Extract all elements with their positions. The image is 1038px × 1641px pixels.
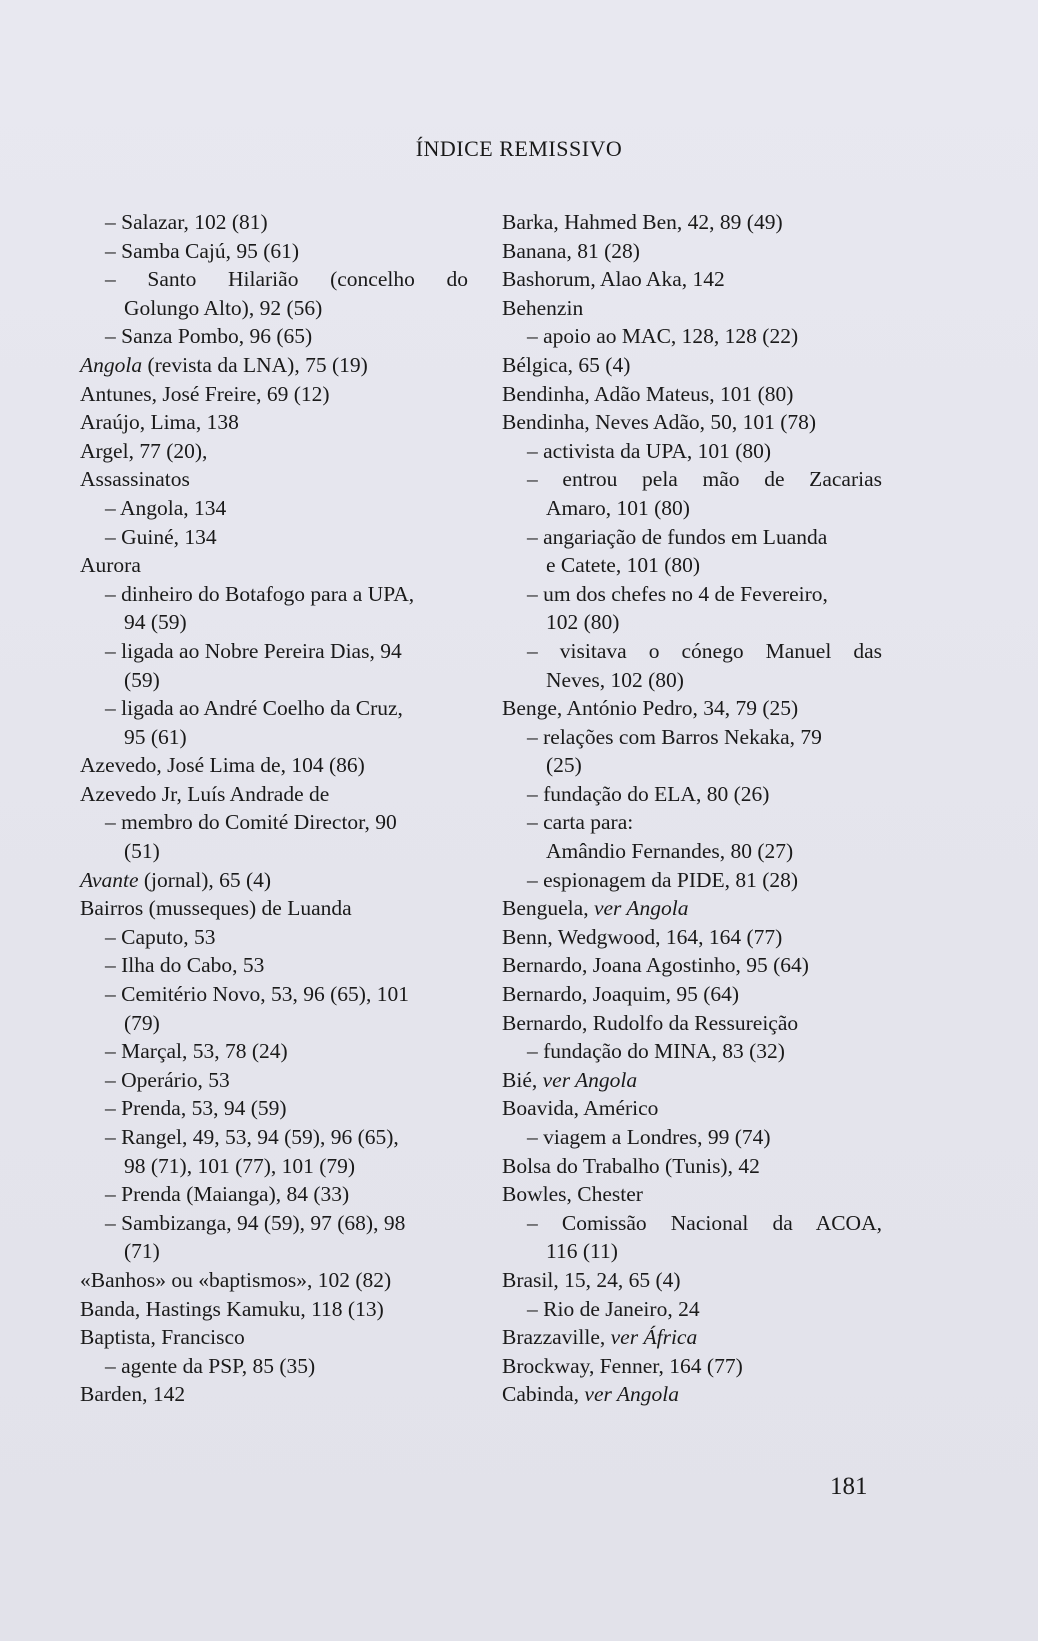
index-entry-italic: Avante — [80, 867, 139, 892]
index-subentry — [80, 322, 468, 351]
index-subentry — [502, 808, 882, 837]
index-entry — [502, 351, 882, 380]
index-subentry — [502, 1209, 882, 1238]
index-subentry — [80, 1209, 468, 1238]
index-entry — [502, 237, 882, 266]
index-subentry — [80, 1152, 468, 1181]
index-subentry — [80, 294, 468, 323]
index-entry — [80, 1266, 468, 1295]
index-entry — [502, 1380, 882, 1409]
index-entry-text: Brockway, Fenner, 164 (77) — [502, 1353, 743, 1378]
index-entry-text: – dinheiro do Botafogo para a UPA, — [105, 581, 415, 606]
index-entry-text: Boavida, Américo — [502, 1096, 659, 1121]
index-entry-cross-reference: ver Angola — [593, 896, 689, 921]
index-entry — [502, 294, 882, 323]
index-entry-text: – Ilha do Cabo, 53 — [105, 953, 265, 978]
index-entry — [502, 380, 882, 409]
index-entry — [80, 437, 468, 466]
index-subentry — [502, 723, 882, 752]
index-entry-text: e Catete, 101 (80) — [546, 553, 701, 578]
index-subentry — [80, 265, 468, 294]
index-entry-text: Barden, 142 — [80, 1382, 186, 1407]
index-entry-text: (revista da LNA), 75 (19) — [142, 352, 368, 377]
index-column-right — [502, 208, 882, 1409]
index-entry-text: 94 (59) — [124, 610, 187, 635]
index-subentry — [502, 1037, 882, 1066]
index-entry-text: – apoio ao MAC, 128, 128 (22) — [527, 324, 799, 349]
index-entry-text: – Salazar, 102 (81) — [105, 210, 268, 234]
index-entry-text: – membro do Comité Director, 90 — [105, 810, 397, 835]
index-entry-text: Azevedo Jr, Luís Andrade de — [80, 781, 330, 806]
index-entry-text: Brasil, 15, 24, 65 (4) — [502, 1267, 681, 1292]
index-entry-text: Bernardo, Rudolfo da Ressureição — [502, 1010, 799, 1035]
index-entry-text: Bendinha, Neves Adão, 50, 101 (78) — [502, 410, 817, 435]
index-entry-text: Amaro, 101 (80) — [546, 495, 690, 520]
index-entry-text: – Samba Cajú, 95 (61) — [105, 238, 300, 263]
index-entry-text: «Banhos» ou «baptismos», 102 (82) — [80, 1267, 392, 1292]
index-entry-cross-reference: ver Angola — [542, 1067, 638, 1092]
index-subentry — [502, 780, 882, 809]
index-entry-text: Behenzin — [502, 295, 584, 320]
index-entry — [502, 265, 882, 294]
index-entry-text: – Prenda (Maianga), 84 (33) — [105, 1182, 350, 1207]
index-entry-text: – Sanza Pombo, 96 (65) — [105, 324, 313, 349]
index-entry-text: Bernardo, Joaquim, 95 (64) — [502, 982, 740, 1007]
index-entry — [502, 980, 882, 1009]
index-entry-text: – carta para: — [527, 810, 634, 835]
index-entry-text: Bashorum, Alao Aka, 142 — [502, 267, 725, 292]
index-entry-text: Bendinha, Adão Mateus, 101 (80) — [502, 381, 794, 406]
index-entry — [502, 1152, 882, 1181]
index-entry-text: – Caputo, 53 — [105, 924, 216, 949]
index-entry-text: – Guiné, 134 — [105, 524, 217, 549]
index-subentry — [80, 980, 468, 1009]
index-subentry — [80, 1037, 468, 1066]
index-entry — [502, 1094, 882, 1123]
index-subentry — [80, 523, 468, 552]
index-subentry — [502, 608, 882, 637]
index-subentry — [80, 694, 468, 723]
index-entry-text: Banana, 81 (28) — [502, 238, 640, 263]
index-entry — [502, 1180, 882, 1209]
index-subentry — [502, 322, 882, 351]
index-entry — [502, 1066, 882, 1095]
index-subentry — [502, 580, 882, 609]
index-entry-text: Banda, Hastings Kamuku, 118 (13) — [80, 1296, 384, 1321]
index-subentry — [80, 1066, 468, 1095]
index-entry — [80, 894, 468, 923]
index-entry — [502, 208, 882, 237]
index-subentry — [80, 237, 468, 266]
index-entry-cross-reference: ver África — [610, 1325, 698, 1350]
index-entry-text: Assassinatos — [80, 467, 190, 492]
index-entry-italic: Angola — [80, 352, 143, 377]
index-entry-text: – Sambizanga, 94 (59), 97 (68), 98 — [105, 1210, 406, 1235]
index-entry-text: – Comissão Nacional da ACOA, — [527, 1210, 882, 1235]
index-entry-text: (jornal), 65 (4) — [138, 867, 272, 892]
index-entry — [502, 1352, 882, 1381]
index-subentry — [502, 866, 882, 895]
index-entry — [80, 1323, 468, 1352]
index-subentry — [502, 1123, 882, 1152]
index-entry-text: Benge, António Pedro, 34, 79 (25) — [502, 696, 799, 721]
index-entry — [80, 751, 468, 780]
page-title: ÍNDICE REMISSIVO — [415, 136, 623, 161]
index-entry — [502, 923, 882, 952]
index-entry-text: – Prenda, 53, 94 (59) — [105, 1096, 287, 1121]
index-entry-text: Antunes, José Freire, 69 (12) — [80, 381, 330, 406]
index-subentry — [502, 837, 882, 866]
index-subentry — [80, 1237, 468, 1266]
index-entry-text: – Rangel, 49, 53, 94 (59), 96 (65), — [105, 1125, 399, 1149]
index-entry-text: Golungo Alto), 92 (56) — [124, 295, 323, 320]
index-subentry — [80, 1009, 468, 1038]
index-subentry — [502, 637, 882, 666]
index-subentry — [502, 751, 882, 780]
index-entry — [502, 1323, 882, 1352]
index-subentry — [80, 608, 468, 637]
index-entry-text: – espionagem da PIDE, 81 (28) — [527, 867, 799, 892]
index-entry-text: Neves, 102 (80) — [546, 667, 684, 692]
index-entry-text: – Cemitério Novo, 53, 96 (65), 101 — [105, 982, 409, 1007]
index-entry-text: – Santo Hilarião (concelho do — [105, 267, 468, 292]
index-subentry — [502, 551, 882, 580]
index-subentry — [80, 1123, 468, 1152]
index-entry-text: (51) — [124, 839, 160, 864]
index-subentry — [80, 808, 468, 837]
index-subentry — [80, 837, 468, 866]
index-entry-text: 98 (71), 101 (77), 101 (79) — [124, 1153, 356, 1178]
index-entry — [80, 351, 468, 380]
index-entry-text: Aurora — [80, 553, 141, 578]
index-entry-text: 95 (61) — [124, 724, 187, 749]
index-entry-text: – fundação do ELA, 80 (26) — [527, 781, 770, 806]
index-entry-text: – activista da UPA, 101 (80) — [527, 438, 772, 463]
index-entry-text: Azevedo, José Lima de, 104 (86) — [80, 753, 365, 778]
index-subentry — [502, 666, 882, 695]
index-entry-text: Brazzaville, — [502, 1325, 611, 1350]
index-subentry — [80, 723, 468, 752]
index-subentry — [80, 923, 468, 952]
index-entry — [502, 894, 882, 923]
index-entry-cross-reference: ver Angola — [584, 1382, 679, 1407]
index-entry-text: – ligada ao André Coelho da Cruz, — [105, 696, 403, 721]
index-entry-text: Amândio Fernandes, 80 (27) — [546, 839, 794, 864]
index-entry-text: – entrou pela mão de Zacarias — [527, 467, 882, 492]
index-subentry — [502, 494, 882, 523]
index-entry-text: Araújo, Lima, 138 — [80, 410, 239, 435]
index-entry-text: (71) — [124, 1239, 160, 1264]
index-subentry — [80, 951, 468, 980]
index-entry-text: Benguela, — [502, 896, 594, 921]
index-entry — [80, 380, 468, 409]
index-subentry — [80, 666, 468, 695]
index-entry — [80, 551, 468, 580]
index-subentry — [80, 208, 468, 237]
index-entry-text: Bélgica, 65 (4) — [502, 352, 631, 377]
index-entry-text: – viagem a Londres, 99 (74) — [527, 1125, 771, 1149]
index-subentry — [80, 1094, 468, 1123]
index-entry-text: – ligada ao Nobre Pereira Dias, 94 — [105, 638, 402, 663]
index-subentry — [80, 1352, 468, 1381]
index-entry-text: 102 (80) — [546, 610, 620, 635]
index-subentry — [80, 1180, 468, 1209]
index-entry-text: Barka, Hahmed Ben, 42, 89 (49) — [502, 210, 783, 234]
index-subentry — [80, 580, 468, 609]
index-entry-text: – agente da PSP, 85 (35) — [105, 1353, 316, 1378]
index-entry-text: Benn, Wedgwood, 164, 164 (77) — [502, 924, 783, 949]
index-entry — [502, 408, 882, 437]
index-entry — [80, 1295, 468, 1324]
index-entry — [502, 951, 882, 980]
index-entry-text: – Operário, 53 — [105, 1067, 230, 1092]
index-subentry — [502, 1237, 882, 1266]
index-entry-text: Bolsa do Trabalho (Tunis), 42 — [502, 1153, 760, 1178]
index-entry-text: Bié, — [502, 1067, 543, 1092]
index-column-left — [80, 208, 468, 1409]
index-entry-text: – visitava o cónego Manuel das — [527, 638, 882, 663]
index-entry-text: Bowles, Chester — [502, 1182, 643, 1207]
index-entry-text: (59) — [124, 667, 160, 692]
index-entry — [80, 780, 468, 809]
index-entry-text: – angariação de fundos em Luanda — [527, 524, 828, 549]
index-entry — [502, 694, 882, 723]
index-entry-text: Bernardo, Joana Agostinho, 95 (64) — [502, 953, 809, 978]
index-entry-text: – Marçal, 53, 78 (24) — [105, 1039, 288, 1064]
index-entry-text: – Rio de Janeiro, 24 — [527, 1296, 700, 1321]
index-entry-text: Baptista, Francisco — [80, 1325, 245, 1350]
index-subentry — [80, 494, 468, 523]
index-entry — [80, 465, 468, 494]
index-entry-text: (79) — [124, 1010, 160, 1035]
index-entry-text: Argel, 77 (20), — [80, 438, 208, 463]
index-entry-text: 116 (11) — [546, 1239, 618, 1264]
index-entry — [502, 1266, 882, 1295]
index-subentry — [502, 437, 882, 466]
index-subentry — [502, 523, 882, 552]
index-entry-text: – relações com Barros Nekaka, 79 — [527, 724, 822, 749]
index-subentry — [502, 465, 882, 494]
index-entry-text: – fundação do MINA, 83 (32) — [527, 1039, 785, 1064]
index-entry — [80, 866, 468, 895]
index-entry-text: – Angola, 134 — [105, 495, 227, 520]
index-subentry — [80, 637, 468, 666]
index-subentry — [502, 1295, 882, 1324]
page-number: 181 — [830, 1473, 868, 1500]
index-entry — [80, 1380, 468, 1409]
index-entry-text: Cabinda, — [502, 1382, 585, 1407]
index-entry — [80, 408, 468, 437]
index-entry-text: Bairros (musseques) de Luanda — [80, 896, 352, 921]
index-entry-text: (25) — [546, 753, 582, 778]
index-entry — [502, 1009, 882, 1038]
index-entry-text: – um dos chefes no 4 de Fevereiro, — [527, 581, 828, 606]
